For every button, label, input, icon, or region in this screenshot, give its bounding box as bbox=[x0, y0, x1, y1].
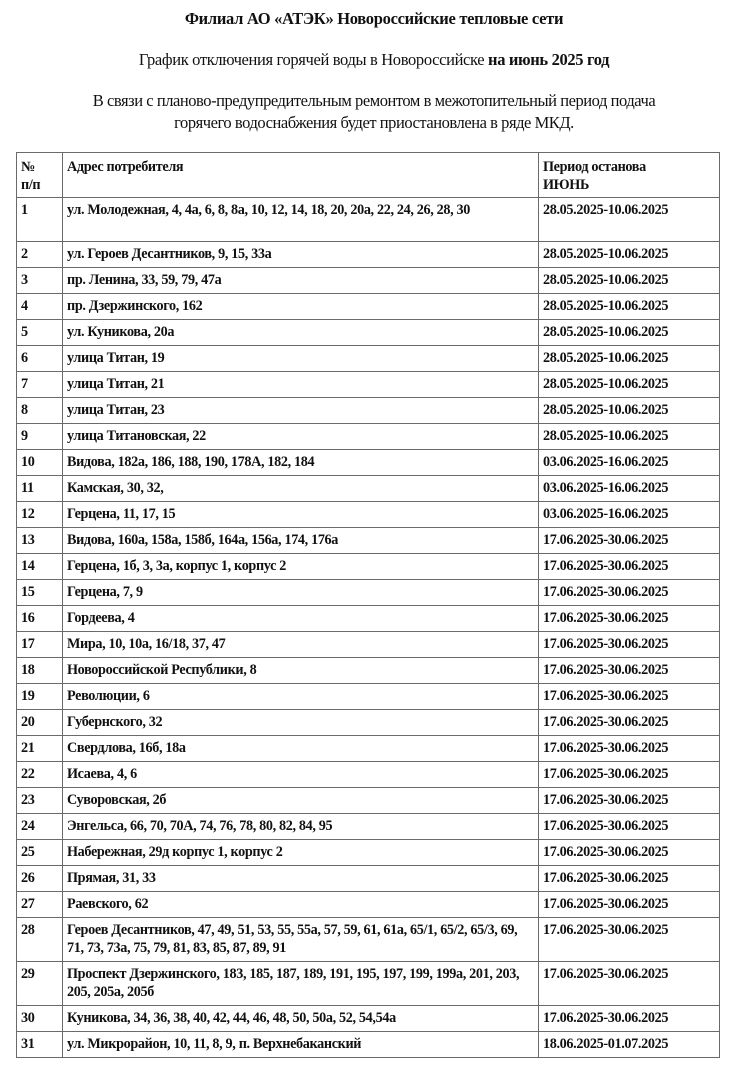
row-address: Свердлова, 16б, 18а bbox=[63, 736, 539, 762]
row-address: Энгельса, 66, 70, 70А, 74, 76, 78, 80, 82, 84, 95 bbox=[63, 814, 539, 840]
row-address: улица Титан, 19 bbox=[63, 346, 539, 372]
intro-line-2: горячего водоснабжения будет приостановлена в ряде МКД. bbox=[174, 113, 574, 132]
row-period: 17.06.2025-30.06.2025 bbox=[539, 710, 720, 736]
document-title-text: Филиал АО «АТЭК» Новороссийские тепловые сети bbox=[184, 9, 564, 28]
row-address: Набережная, 29д корпус 1, корпус 2 bbox=[63, 840, 539, 866]
table-row bbox=[17, 684, 720, 710]
row-number: 31 bbox=[17, 1032, 63, 1058]
row-address: ул. Микрорайон, 10, 11, 8, 9, п. Верхнебаканский bbox=[63, 1032, 539, 1058]
table-row bbox=[17, 554, 720, 580]
row-period: 28.05.2025-10.06.2025 bbox=[539, 294, 720, 320]
row-period: 17.06.2025-30.06.2025 bbox=[539, 606, 720, 632]
row-address: Проспект Дзержинского, 183, 185, 187, 189, 191, 195, 197, 199, 199а, 201, 203, 205, 205а, 205б bbox=[63, 962, 539, 1006]
row-address: Камская, 30, 32, bbox=[63, 476, 539, 502]
row-number: 12 bbox=[17, 502, 63, 528]
table-row bbox=[17, 866, 720, 892]
row-address: ул. Молодежная, 4, 4а, 6, 8, 8а, 10, 12, 14, 18, 20, 20а, 22, 24, 26, 28, 30 bbox=[63, 198, 539, 242]
row-number: 10 bbox=[17, 450, 63, 476]
row-number: 8 bbox=[17, 398, 63, 424]
row-address: пр. Дзержинского, 162 bbox=[63, 294, 539, 320]
row-address: Гордеева, 4 bbox=[63, 606, 539, 632]
row-number: 30 bbox=[17, 1006, 63, 1032]
row-period: 03.06.2025-16.06.2025 bbox=[539, 476, 720, 502]
table-row bbox=[17, 892, 720, 918]
document-subtitle bbox=[0, 50, 748, 70]
table-row bbox=[17, 268, 720, 294]
row-number: 21 bbox=[17, 736, 63, 762]
row-number: 18 bbox=[17, 658, 63, 684]
row-number: 17 bbox=[17, 632, 63, 658]
intro-paragraph bbox=[0, 90, 748, 134]
table-row bbox=[17, 1006, 720, 1032]
row-number: 2 bbox=[17, 242, 63, 268]
header-period-line2: ИЮНЬ bbox=[543, 177, 590, 193]
table-row bbox=[17, 632, 720, 658]
table-row bbox=[17, 840, 720, 866]
row-number: 28 bbox=[17, 918, 63, 962]
header-number-line2: п/п bbox=[21, 177, 41, 193]
row-period: 28.05.2025-10.06.2025 bbox=[539, 242, 720, 268]
row-number: 16 bbox=[17, 606, 63, 632]
table-row bbox=[17, 1032, 720, 1058]
row-period: 17.06.2025-30.06.2025 bbox=[539, 658, 720, 684]
row-address: Новороссийской Республики, 8 bbox=[63, 658, 539, 684]
row-address: ул. Куникова, 20а bbox=[63, 320, 539, 346]
row-address: Герцена, 7, 9 bbox=[63, 580, 539, 606]
header-number bbox=[17, 153, 63, 198]
row-period: 28.05.2025-10.06.2025 bbox=[539, 268, 720, 294]
table-row bbox=[17, 606, 720, 632]
row-address: улица Титановская, 22 bbox=[63, 424, 539, 450]
table-row bbox=[17, 814, 720, 840]
row-number: 6 bbox=[17, 346, 63, 372]
row-number: 4 bbox=[17, 294, 63, 320]
row-period: 18.06.2025-01.07.2025 bbox=[539, 1032, 720, 1058]
table-row bbox=[17, 736, 720, 762]
row-period: 03.06.2025-16.06.2025 bbox=[539, 450, 720, 476]
intro-line-1: В связи с планово-предупредительным ремонтом в межотопительный период подача bbox=[92, 91, 656, 110]
row-number: 20 bbox=[17, 710, 63, 736]
row-period: 17.06.2025-30.06.2025 bbox=[539, 528, 720, 554]
table-row bbox=[17, 762, 720, 788]
row-period: 28.05.2025-10.06.2025 bbox=[539, 198, 720, 242]
outage-schedule-table bbox=[16, 152, 720, 1058]
row-period: 17.06.2025-30.06.2025 bbox=[539, 962, 720, 1006]
header-period bbox=[539, 153, 720, 198]
row-period: 17.06.2025-30.06.2025 bbox=[539, 866, 720, 892]
row-number: 7 bbox=[17, 372, 63, 398]
table-row bbox=[17, 918, 720, 962]
row-period: 17.06.2025-30.06.2025 bbox=[539, 684, 720, 710]
row-period: 17.06.2025-30.06.2025 bbox=[539, 892, 720, 918]
header-address bbox=[63, 153, 539, 198]
table-row bbox=[17, 242, 720, 268]
table-row bbox=[17, 294, 720, 320]
table-row bbox=[17, 372, 720, 398]
table-row bbox=[17, 476, 720, 502]
row-address: Губернского, 32 bbox=[63, 710, 539, 736]
row-period: 28.05.2025-10.06.2025 bbox=[539, 320, 720, 346]
row-period: 28.05.2025-10.06.2025 bbox=[539, 346, 720, 372]
header-period-line1: Период останова bbox=[543, 159, 646, 175]
table-row bbox=[17, 398, 720, 424]
row-number: 13 bbox=[17, 528, 63, 554]
row-number: 27 bbox=[17, 892, 63, 918]
row-number: 26 bbox=[17, 866, 63, 892]
row-number: 19 bbox=[17, 684, 63, 710]
row-address: Видова, 182а, 186, 188, 190, 178А, 182, 184 bbox=[63, 450, 539, 476]
row-number: 3 bbox=[17, 268, 63, 294]
row-address: ул. Героев Десантников, 9, 15, 33а bbox=[63, 242, 539, 268]
row-period: 03.06.2025-16.06.2025 bbox=[539, 502, 720, 528]
row-period: 17.06.2025-30.06.2025 bbox=[539, 554, 720, 580]
row-period: 17.06.2025-30.06.2025 bbox=[539, 1006, 720, 1032]
row-address: Революции, 6 bbox=[63, 684, 539, 710]
row-number: 23 bbox=[17, 788, 63, 814]
table-row bbox=[17, 424, 720, 450]
row-address: Герцена, 1б, 3, 3а, корпус 1, корпус 2 bbox=[63, 554, 539, 580]
table-row bbox=[17, 450, 720, 476]
table-row bbox=[17, 528, 720, 554]
header-address-text: Адрес потребителя bbox=[67, 159, 184, 175]
table-header-row bbox=[17, 153, 720, 198]
row-number: 29 bbox=[17, 962, 63, 1006]
row-number: 15 bbox=[17, 580, 63, 606]
row-address: улица Титан, 21 bbox=[63, 372, 539, 398]
row-number: 5 bbox=[17, 320, 63, 346]
header-number-line1: № bbox=[21, 159, 35, 175]
row-address: Герцена, 11, 17, 15 bbox=[63, 502, 539, 528]
row-period: 17.06.2025-30.06.2025 bbox=[539, 736, 720, 762]
table-row bbox=[17, 710, 720, 736]
row-number: 25 bbox=[17, 840, 63, 866]
row-address: Видова, 160а, 158а, 158б, 164а, 156а, 174, 176а bbox=[63, 528, 539, 554]
table-row bbox=[17, 658, 720, 684]
row-period: 17.06.2025-30.06.2025 bbox=[539, 580, 720, 606]
row-period: 17.06.2025-30.06.2025 bbox=[539, 840, 720, 866]
row-number: 22 bbox=[17, 762, 63, 788]
table-row bbox=[17, 320, 720, 346]
row-address: пр. Ленина, 33, 59, 79, 47а bbox=[63, 268, 539, 294]
row-period: 17.06.2025-30.06.2025 bbox=[539, 918, 720, 962]
row-period: 28.05.2025-10.06.2025 bbox=[539, 424, 720, 450]
row-address: Куникова, 34, 36, 38, 40, 42, 44, 46, 48, 50, 50а, 52, 54,54а bbox=[63, 1006, 539, 1032]
table-body bbox=[17, 198, 720, 1058]
row-period: 17.06.2025-30.06.2025 bbox=[539, 788, 720, 814]
row-address: Прямая, 31, 33 bbox=[63, 866, 539, 892]
row-address: Исаева, 4, 6 bbox=[63, 762, 539, 788]
row-address: улица Титан, 23 bbox=[63, 398, 539, 424]
row-period: 28.05.2025-10.06.2025 bbox=[539, 372, 720, 398]
table-row bbox=[17, 788, 720, 814]
table-row bbox=[17, 346, 720, 372]
document-title bbox=[0, 9, 748, 29]
row-period: 17.06.2025-30.06.2025 bbox=[539, 814, 720, 840]
row-number: 9 bbox=[17, 424, 63, 450]
row-address: Раевского, 62 bbox=[63, 892, 539, 918]
row-address: Героев Десантников, 47, 49, 51, 53, 55, 55а, 57, 59, 61, 61а, 65/1, 65/2, 65/3, 69, 71, 73, 73а, 75, 79, 81, 83, 85, 87, 89, 91 bbox=[63, 918, 539, 962]
row-number: 1 bbox=[17, 198, 63, 242]
row-number: 14 bbox=[17, 554, 63, 580]
table-row bbox=[17, 962, 720, 1006]
row-number: 24 bbox=[17, 814, 63, 840]
subtitle-regular-text: График отключения горячей воды в Новороссийске bbox=[138, 50, 489, 69]
row-period: 28.05.2025-10.06.2025 bbox=[539, 398, 720, 424]
row-period: 17.06.2025-30.06.2025 bbox=[539, 632, 720, 658]
table-row bbox=[17, 198, 720, 242]
row-address: Суворовская, 2б bbox=[63, 788, 539, 814]
row-number: 11 bbox=[17, 476, 63, 502]
table-row bbox=[17, 580, 720, 606]
row-address: Мира, 10, 10а, 16/18, 37, 47 bbox=[63, 632, 539, 658]
row-period: 17.06.2025-30.06.2025 bbox=[539, 762, 720, 788]
table-row bbox=[17, 502, 720, 528]
subtitle-bold-text: на июнь 2025 год bbox=[488, 50, 610, 69]
